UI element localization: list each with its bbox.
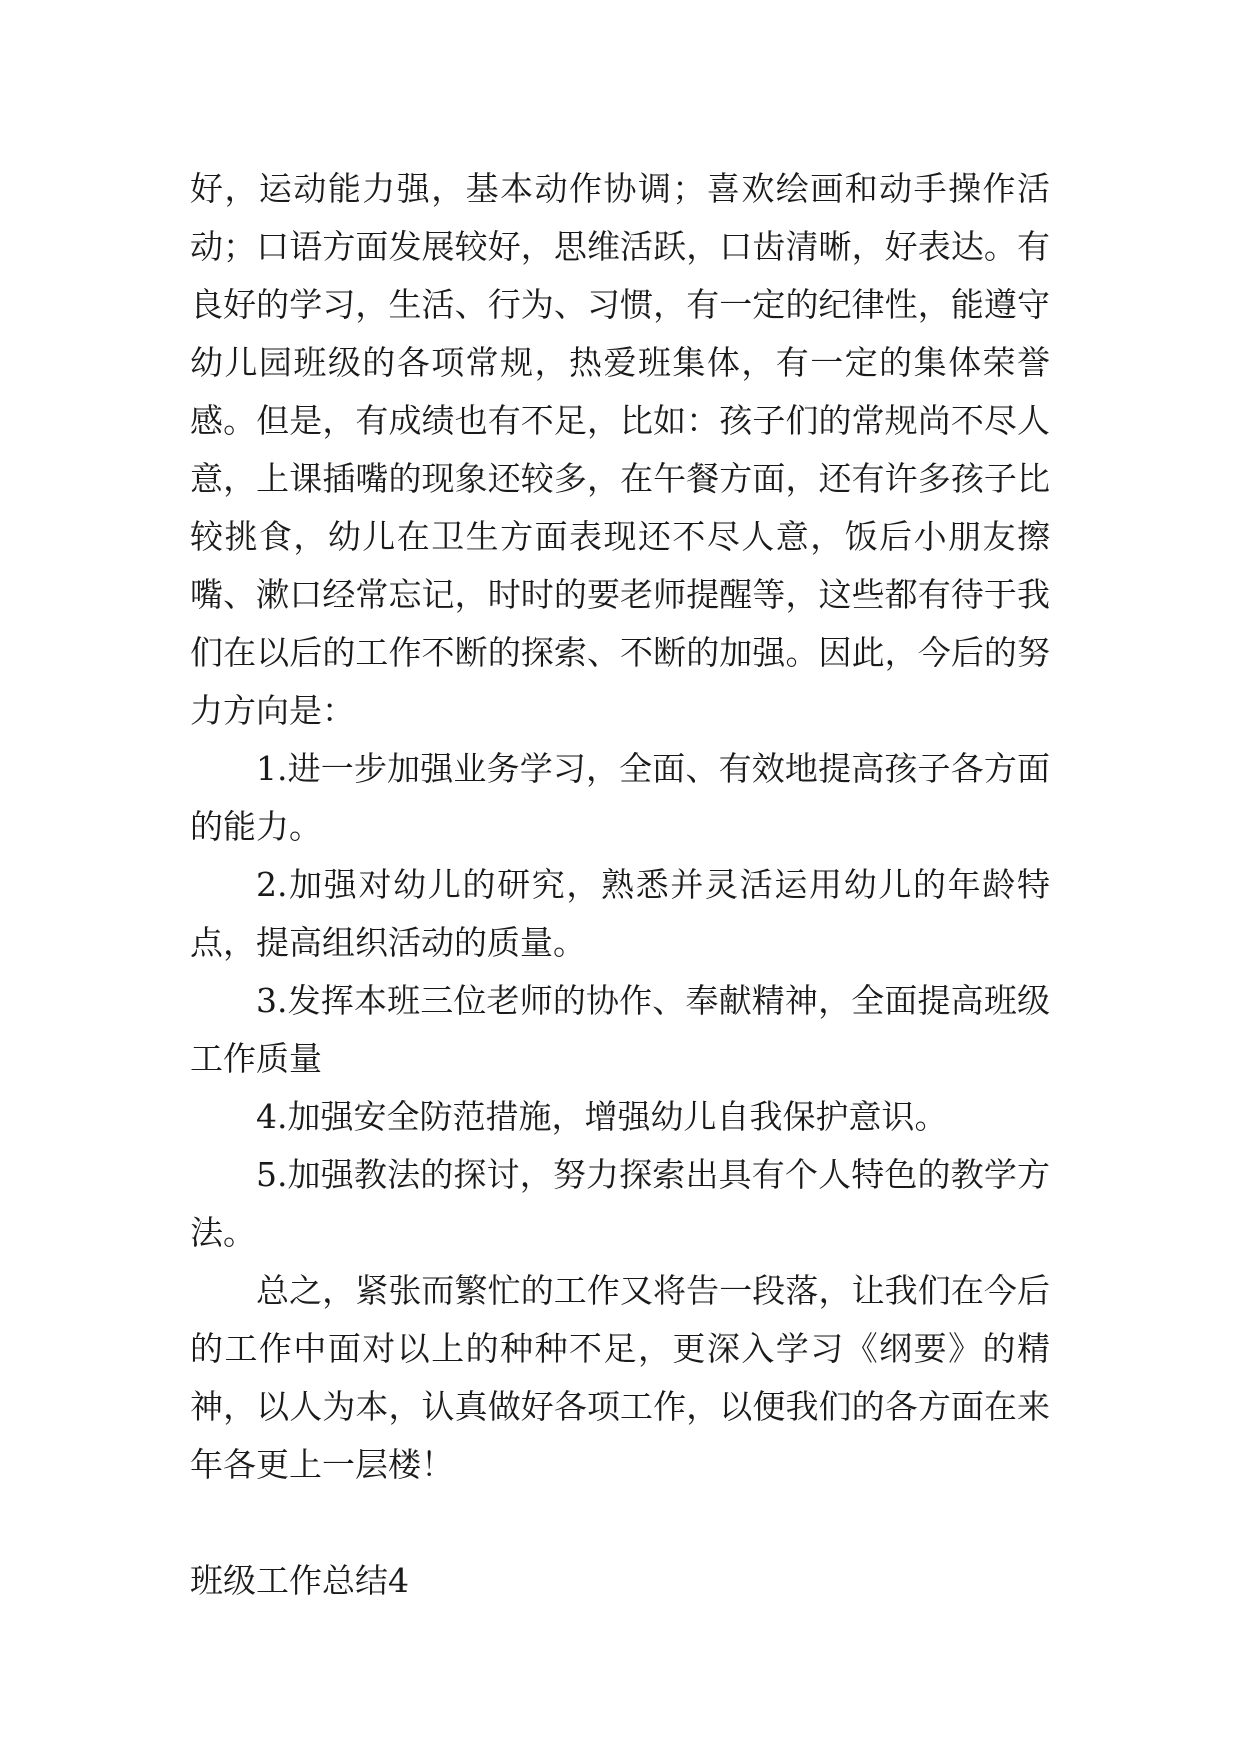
list-item-5: 5.加强教法的探讨，努力探索出具有个人特色的教学方法。 — [190, 1155, 1050, 1252]
list-item-2: 2.加强对幼儿的研究，熟悉并灵活运用幼儿的年龄特点，提高组织活动的质量。 — [190, 865, 1050, 962]
paragraph-continued: 好，运动能力强，基本动作协调；喜欢绘画和动手操作活动；口语方面发展较好，思维活跃，口齿清晰，好表达。有良好的学习，生活、行为、习惯，有一定的纪律性，能遵守幼儿园班级的各项常规，热爱班集体，有一定的集体荣誉感。但是，有成绩也有不足，比如：孩子们的常规尚不尽人意，上课插嘴的现象还较多，在午餐方面，还有许多孩子比较挑食，幼儿在卫生方面表现还不尽人意，饭后小朋友擦嘴、漱口经常忘记，时时的要老师提醒等，这些都有待于我们在以后的工作不断的探索、不断的加强。因此，今后的努力方向是： — [190, 169, 1050, 730]
conclusion-paragraph: 总之，紧张而繁忙的工作又将告一段落，让我们在今后的工作中面对以上的种种不足，更深入学习《纲要》的精神，以人为本，认真做好各项工作，以便我们的各方面在来年各更上一层楼！ — [190, 1271, 1050, 1484]
list-item-1: 1.进一步加强业务学习，全面、有效地提高孩子各方面的能力。 — [190, 749, 1050, 846]
list-item-3: 3.发挥本班三位老师的协作、奉献精神，全面提高班级工作质量 — [190, 981, 1050, 1078]
document-body — [190, 160, 1050, 1610]
list-item-4: 4.加强安全防范措施，增强幼儿自我保护意识。 — [256, 1097, 948, 1136]
section-heading: 班级工作总结4 — [190, 1561, 409, 1600]
